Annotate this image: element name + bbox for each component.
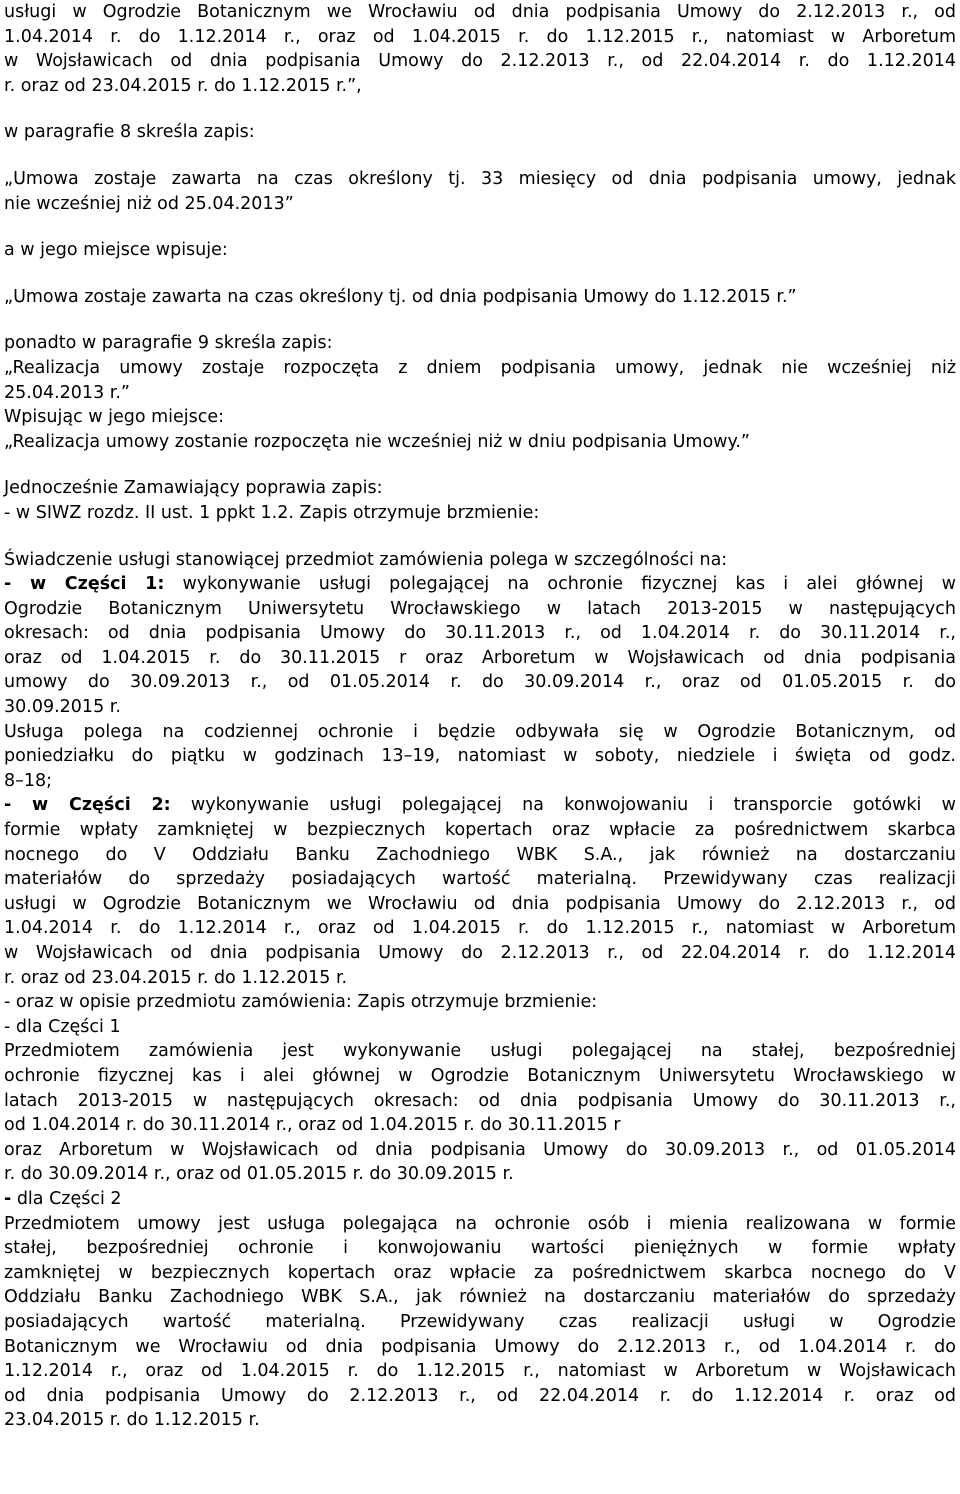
text-line bbox=[4, 356, 956, 381]
line-text: wykonywanie usługi polegającej na konwojowaniu i transporcie gotówki w bbox=[170, 795, 956, 816]
line-text: Wpisując w jego miejsce: bbox=[4, 407, 225, 428]
line-text: 8–18; bbox=[4, 770, 53, 791]
text-line bbox=[4, 192, 956, 217]
line-text: od 1.04.2014 r. do 30.11.2014 r., oraz od 1.04.2015 r. do 30.11.2015 r bbox=[4, 1115, 621, 1136]
line-text: w paragrafie 8 skreśla zapis: bbox=[4, 122, 255, 143]
line-text: oraz Arboretum w Wojsławicach od dnia podpisania Umowy do 30.09.2013 r., od 01.05.2014 bbox=[4, 1139, 956, 1160]
line-text: r. oraz od 23.04.2015 r. do 1.12.2015 r.”, bbox=[4, 75, 362, 96]
line-text: formie wpłaty zamkniętej w bezpiecznych kopertach oraz wpłacie za pośrednictwem skarbca bbox=[4, 820, 956, 841]
text-line bbox=[4, 1039, 956, 1064]
text-line bbox=[4, 941, 956, 966]
line-text: - oraz w opisie przedmiotu zamówienia: Zapis otrzymuje brzmienie: bbox=[4, 992, 598, 1013]
line-text: wykonywanie usługi polegającej na ochronie fizycznej kas i alei głównej w bbox=[164, 574, 956, 595]
text-line bbox=[4, 0, 956, 25]
text-line bbox=[4, 744, 956, 769]
paragraph-insert-intro bbox=[4, 238, 956, 263]
spacer bbox=[4, 263, 956, 285]
text-line bbox=[4, 1359, 956, 1384]
line-text: materiałów do sprzedaży posiadających wartość materialną. Przewidywany czas realizacji bbox=[4, 869, 956, 890]
line-text: r. do 30.09.2014 r., oraz od 01.05.2015 r. do 30.09.2015 r. bbox=[4, 1164, 514, 1185]
line-text: zamkniętej w bezpiecznych kopertach oraz wpłacie za pośrednictwem skarbca nocnego do V bbox=[4, 1262, 956, 1283]
quote-new-paragraph-8 bbox=[4, 285, 956, 310]
text-line bbox=[4, 1015, 956, 1040]
spacer bbox=[4, 145, 956, 167]
text-line bbox=[4, 793, 956, 818]
text-line bbox=[4, 430, 956, 455]
line-text: Przedmiotem umowy jest usługa polegająca na ochronie osób i mienia realizowana w formie bbox=[4, 1213, 956, 1234]
line-text: Przedmiotem zamówienia jest wykonywanie usługi polegającej na stałej, bezpośredniej bbox=[4, 1041, 956, 1062]
bold-label: - w Części 1: bbox=[4, 574, 165, 595]
line-text: „Umowa zostaje zawarta na czas określony tj. od dnia podpisania Umowy do 1.12.2015 r.” bbox=[4, 286, 797, 307]
text-line bbox=[4, 695, 956, 720]
line-text: „Realizacja umowy zostaje rozpoczęta z dniem podpisania umowy, jednak nie wcześniej niż bbox=[4, 357, 956, 378]
text-line bbox=[4, 238, 956, 263]
line-text: 1.04.2014 r. do 1.12.2014 r., oraz od 1.04.2015 r. do 1.12.2015 r., natomiast w Arboretum bbox=[4, 918, 956, 939]
text-line bbox=[4, 1089, 956, 1114]
text-line bbox=[4, 1335, 956, 1360]
line-text: 30.09.2015 r. bbox=[4, 697, 121, 718]
document-page bbox=[4, 0, 956, 1433]
text-line bbox=[4, 621, 956, 646]
line-text: Usługa polega na codziennej ochronie i będzie odbywała się w Ogrodzie Botanicznym, od bbox=[4, 721, 956, 742]
text-line bbox=[4, 49, 956, 74]
line-text: usługi w Ogrodzie Botanicznym we Wrocławiu od dnia podpisania Umowy do 2.12.2013 r., od bbox=[4, 893, 956, 914]
text-line bbox=[4, 405, 956, 430]
line-text: 25.04.2013 r.” bbox=[4, 382, 130, 403]
bold-label: - bbox=[4, 1188, 12, 1209]
line-text: ochronie fizycznej kas i alei głównej w Ogrodzie Botanicznym Uniwersytetu Wrocławskiego w bbox=[4, 1065, 956, 1086]
line-text: Jednocześnie Zamawiający poprawia zapis: bbox=[4, 478, 383, 499]
line-text: Botanicznym we Wrocławiu od dnia podpisania Umowy do 2.12.2013 r., od 1.04.2014 r. do bbox=[4, 1336, 956, 1357]
text-line bbox=[4, 476, 956, 501]
text-line bbox=[4, 769, 956, 794]
line-text: okresach: od dnia podpisania Umowy do 30.11.2013 r., od 1.04.2014 r. do 30.11.2014 r., bbox=[4, 623, 956, 644]
text-line bbox=[4, 818, 956, 843]
text-line bbox=[4, 1064, 956, 1089]
text-line bbox=[4, 1261, 956, 1286]
line-text: umowy do 30.09.2013 r., od 01.05.2014 r. do 30.09.2014 r., oraz od 01.05.2015 r. do bbox=[4, 672, 956, 693]
line-text: Oddziału Banku Zachodniego WBK S.A., jak również na dostarczaniu materiałów do sprzedaży bbox=[4, 1287, 956, 1308]
text-line bbox=[4, 990, 956, 1015]
line-text: stałej, bezpośredniej ochronie i konwojowaniu wartości pieniężnych w formie wpłaty bbox=[4, 1238, 956, 1259]
text-line bbox=[4, 1236, 956, 1261]
quote-old-paragraph-8 bbox=[4, 167, 956, 216]
line-text: 1.12.2014 r., oraz od 1.04.2015 r. do 1.12.2015 r., natomiast w Arboretum w Wojsławicach bbox=[4, 1361, 956, 1382]
bold-label: - w Części 2: bbox=[4, 795, 171, 816]
line-text: nie wcześniej niż od 25.04.2013” bbox=[4, 193, 294, 214]
text-line bbox=[4, 843, 956, 868]
text-line bbox=[4, 646, 956, 671]
paragraph-9-changes bbox=[4, 331, 956, 454]
line-text: 23.04.2015 r. do 1.12.2015 r. bbox=[4, 1410, 260, 1431]
text-line bbox=[4, 1138, 956, 1163]
line-text: w Wojsławicach od dnia podpisania Umowy do 2.12.2013 r., od 22.04.2014 r. do 1.12.2014 bbox=[4, 51, 956, 72]
text-line bbox=[4, 381, 956, 406]
line-text: „Umowa zostaje zawarta na czas określony tj. 33 miesięcy od dnia podpisania umowy, jednak bbox=[4, 168, 956, 189]
line-text: „Realizacja umowy zostanie rozpoczęta nie wcześniej niż w dniu podpisania Umowy.” bbox=[4, 431, 750, 452]
text-line bbox=[4, 867, 956, 892]
text-line bbox=[4, 916, 956, 941]
text-line bbox=[4, 331, 956, 356]
line-text: Świadczenie usługi stanowiącej przedmiot zamówienia polega w szczególności na: bbox=[4, 549, 728, 570]
line-text: posiadających wartość materialną. Przewidywany czas realizacji usługi w Ogrodzie bbox=[4, 1311, 956, 1332]
line-text: a w jego miejsce wpisuje: bbox=[4, 240, 228, 261]
line-text: - w SIWZ rozdz. II ust. 1 ppkt 1.2. Zapis otrzymuje brzmienie: bbox=[4, 502, 540, 523]
spacer bbox=[4, 454, 956, 476]
line-text: usługi w Ogrodzie Botanicznym we Wrocławiu od dnia podpisania Umowy do 2.12.2013 r., od bbox=[4, 2, 956, 22]
line-text: 1.04.2014 r. do 1.12.2014 r., oraz od 1.04.2015 r. do 1.12.2015 r., natomiast w Arboretum bbox=[4, 26, 956, 47]
text-line bbox=[4, 966, 956, 991]
paragraph-block-1 bbox=[4, 0, 956, 98]
spacer bbox=[4, 98, 956, 120]
text-line bbox=[4, 501, 956, 526]
line-text: ponadto w paragrafie 9 skreśla zapis: bbox=[4, 333, 333, 354]
text-line bbox=[4, 572, 956, 597]
paragraph-strike-paragraph-8 bbox=[4, 120, 956, 145]
line-text: - dla Części 1 bbox=[4, 1016, 121, 1037]
line-text: r. oraz od 23.04.2015 r. do 1.12.2015 r. bbox=[4, 967, 348, 988]
text-line bbox=[4, 120, 956, 145]
text-line bbox=[4, 1384, 956, 1409]
text-line bbox=[4, 597, 956, 622]
text-line bbox=[4, 1285, 956, 1310]
text-line bbox=[4, 1408, 956, 1433]
line-text: poniedziałku do piątku w godzinach 13–19, natomiast w soboty, niedziele i święta od godz. bbox=[4, 746, 956, 767]
line-text: nocnego do V Oddziału Banku Zachodniego WBK S.A., jak również na dostarczaniu bbox=[4, 844, 956, 865]
siwz-new-wording bbox=[4, 548, 956, 1433]
line-text: od dnia podpisania Umowy do 2.12.2013 r., od 22.04.2014 r. do 1.12.2014 r. oraz od bbox=[4, 1385, 956, 1406]
text-line bbox=[4, 548, 956, 573]
line-text: latach 2013-2015 w następujących okresach: od dnia podpisania Umowy do 30.11.2013 r., bbox=[4, 1090, 956, 1111]
line-text: dla Części 2 bbox=[11, 1188, 122, 1209]
text-line bbox=[4, 670, 956, 695]
text-line bbox=[4, 167, 956, 192]
text-line bbox=[4, 1187, 956, 1212]
spacer bbox=[4, 216, 956, 238]
siwz-correction-intro bbox=[4, 476, 956, 525]
text-line bbox=[4, 1113, 956, 1138]
text-line bbox=[4, 1212, 956, 1237]
text-line bbox=[4, 25, 956, 50]
text-line bbox=[4, 1162, 956, 1187]
text-line bbox=[4, 720, 956, 745]
text-line bbox=[4, 74, 956, 99]
text-line bbox=[4, 892, 956, 917]
line-text: oraz od 1.04.2015 r. do 30.11.2015 r oraz Arboretum w Wojsławicach od dnia podpisania bbox=[4, 647, 956, 668]
line-text: w Wojsławicach od dnia podpisania Umowy do 2.12.2013 r., od 22.04.2014 r. do 1.12.2014 bbox=[4, 943, 956, 963]
text-line bbox=[4, 285, 956, 310]
spacer bbox=[4, 526, 956, 548]
spacer bbox=[4, 309, 956, 331]
text-line bbox=[4, 1310, 956, 1335]
line-text: Ogrodzie Botanicznym Uniwersytetu Wrocławskiego w latach 2013-2015 w następujących bbox=[4, 598, 956, 619]
